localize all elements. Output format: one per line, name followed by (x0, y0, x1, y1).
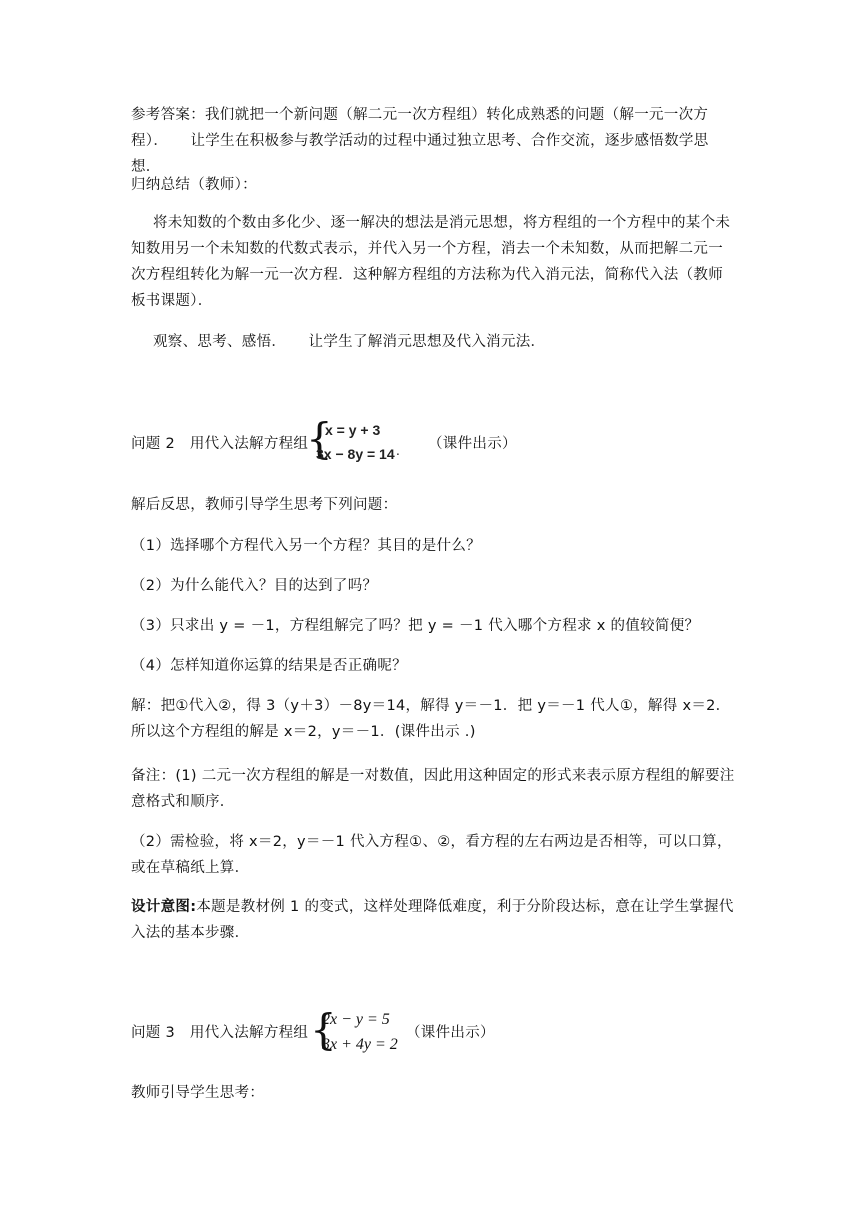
question-4: （4）怎样知道你运算的结果是否正确呢？ (131, 658, 407, 674)
guide-paragraph: 教师引导学生思考： (131, 1085, 265, 1101)
problem3-equation-system (310, 1005, 410, 1058)
observe-paragraph: 观察、思考、感悟． 让学生了解消元思想及代入消元法． (153, 334, 546, 350)
problem2-period: . (396, 444, 401, 458)
left-brace: { (310, 1005, 337, 1054)
design-intent-text: 本题是教材例 1 的变式，这样处理降低难度，利于分阶段达标，意在让学生掌握代入法的基本步骤． (131, 899, 734, 941)
reflect-intro: 解后反思，教师引导学生思考下列问题： (131, 497, 398, 513)
problem3-equation-1: 2x − y = 5 (322, 1011, 390, 1028)
left-brace: { (306, 414, 333, 463)
summary-title: 归纳总结（教师）： (131, 177, 257, 193)
remark-2: （2）需检验，将 x＝2，y＝－1 代入方程①、②，看方程的左右两边是否相等，可以口算，或在草稿纸上算． (131, 834, 732, 876)
summary-paragraph: 将未知数的个数由多化少、逐一解决的想法是消元思想，将方程组的一个方程中的某个未知数用另一个未知数的代数式表示，并代入另一个方程，消去一个未知数，从而把解二元一次方程组转化为解一元一次方程．这种解方程组的方法称为代入消元法，简称代入法（教师板书课题）． (131, 215, 731, 309)
problem3-label: 问题 3 用代入法解方程组 (131, 1025, 309, 1041)
solution-paragraph: 解：把①代入②，得 3（y＋3）－8y＝14，解得 y＝－1．把 y＝－1 代人①，解得 x＝2．所以这个方程组的解是 x＝2，y＝－1．(课件出示 .) (131, 698, 731, 740)
problem2-label: 问题 2 用代入法解方程组 (131, 436, 309, 452)
problem3-equation-2: 3x + 4y = 2 (322, 1036, 398, 1053)
problem2-equation-2: 3x − 8y = 14 (316, 446, 395, 462)
design-intent-label: 设计意图: (131, 899, 197, 915)
problem3-note: （课件出示） (406, 1025, 495, 1041)
question-3: （3）只求出 y = －1，方程组解完了吗？把 y = －1 代入哪个方程求 x 的值较简便？ (131, 618, 700, 634)
problem2-equation-system (306, 414, 406, 466)
design-intent (131, 894, 735, 946)
question-1: （1）选择哪个方程代入另一个方程？其目的是什么？ (131, 538, 481, 554)
problem2-note: （课件出示） (428, 436, 517, 452)
remark-1: 备注：(1) 二元一次方程组的解是一对数值，因此用这种固定的形式来表示原方程组的解要注意格式和顺序． (131, 768, 735, 810)
answer-paragraph: 参考答案：我们就把一个新问题（解二元一次方程组）转化成熟悉的问题（解一元一次方程）． 让学生在积极参与教学活动的过程中通过独立思考、合作交流，逐步感悟数学思想． (131, 107, 709, 175)
question-2: （2）为什么能代入？目的达到了吗？ (131, 578, 378, 594)
problem2-equation-1: x = y + 3 (325, 422, 381, 438)
